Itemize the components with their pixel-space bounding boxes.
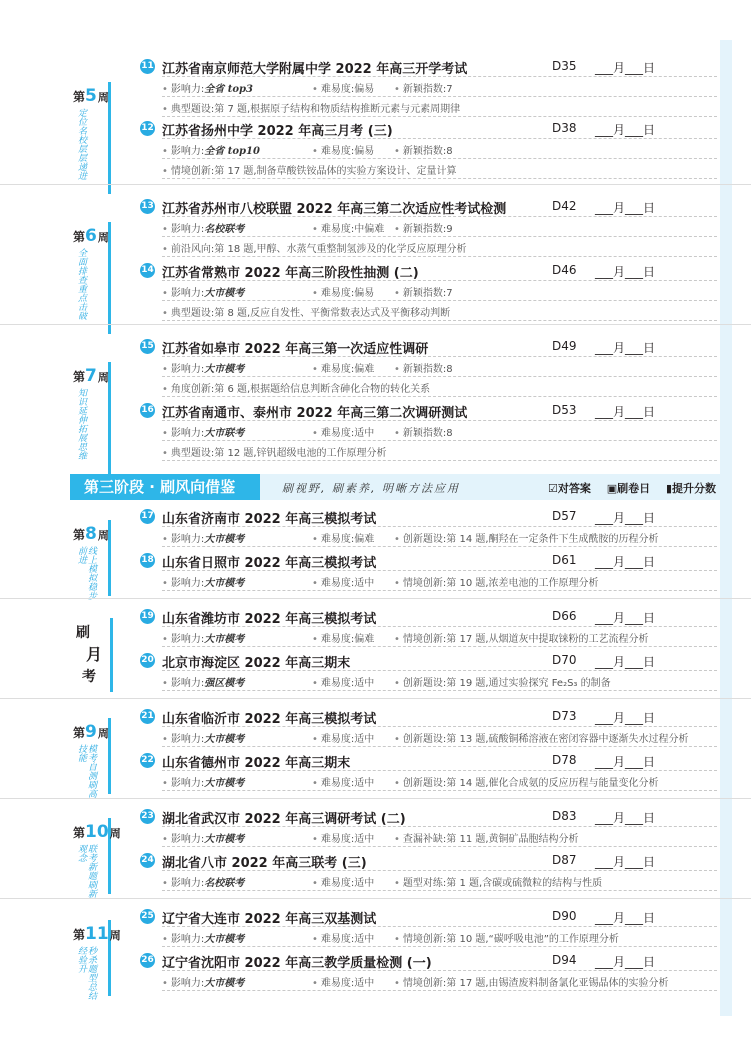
difficulty: 难易度:适中 bbox=[320, 878, 375, 889]
exam-title[interactable]: 江苏省南通市、泰州市 2022 年高三第二次调研测试 bbox=[162, 406, 468, 421]
entry-note: 创新题设:第 14 题,酮羟在一定条件下生成酰胺的历程分析 bbox=[402, 534, 659, 545]
meta-row: • 影响力:大市模考 • 难易度:适中 • 创新题设:第 14 题,催化合成氨的反应历程与能量变化分析 bbox=[162, 778, 659, 789]
page-code: D70 bbox=[552, 653, 577, 667]
entry-note: 情境创新:第 17 题,制备草酸铁铵晶体的实验方案设计、定量计算 bbox=[170, 166, 457, 177]
week-description: 知识延伸拓展思维 bbox=[76, 388, 86, 460]
divider bbox=[162, 990, 717, 991]
influence-label: 影响力: bbox=[170, 878, 205, 889]
week-description: 全面排查重点击破 bbox=[76, 248, 86, 320]
week-badge bbox=[70, 222, 111, 334]
exam-entry[interactable] bbox=[140, 58, 720, 126]
section-separator bbox=[0, 598, 751, 599]
week-prefix: 第 bbox=[73, 928, 86, 942]
week-suffix: 周 bbox=[109, 827, 121, 840]
week-suffix: 周 bbox=[97, 231, 109, 244]
week-suffix: 周 bbox=[109, 929, 121, 942]
influence-value: 大市模考 bbox=[204, 534, 245, 545]
influence-label: 影响力: bbox=[170, 678, 205, 689]
exam-title[interactable]: 江苏省如皋市 2022 年高三第一次适应性调研 bbox=[162, 342, 429, 357]
note-row: • 角度创新:第 6 题,根据题给信息判断含砷化合物的转化关系 bbox=[162, 384, 431, 395]
week-badge bbox=[70, 82, 111, 194]
meta-row: • 影响力:大市模考 • 难易度:适中 • 情境创新:第 10 题,浓差电池的工作原理分析 bbox=[162, 578, 599, 589]
week-description: 线上模拟稳步前进 bbox=[76, 546, 96, 600]
week-prefix: 第 bbox=[73, 90, 86, 104]
page-code: D35 bbox=[552, 59, 577, 73]
entry-number-badge: 19 bbox=[140, 609, 155, 624]
date-blank[interactable]: ___月___日 bbox=[595, 855, 656, 869]
date-blank[interactable]: ___月___日 bbox=[595, 201, 656, 215]
week-number: 7 bbox=[85, 366, 97, 386]
divider bbox=[162, 946, 717, 947]
exam-entry[interactable] bbox=[140, 120, 720, 188]
divider bbox=[162, 926, 717, 927]
entry-number-badge: 25 bbox=[140, 909, 155, 924]
influence-value: 大市模考 bbox=[204, 934, 245, 945]
influence-value: 大市模考 bbox=[204, 734, 245, 745]
week-prefix: 第 bbox=[73, 726, 86, 740]
influence-label: 影响力: bbox=[170, 934, 205, 945]
section-separator bbox=[0, 898, 751, 899]
exam-entry[interactable] bbox=[140, 952, 720, 1020]
entry-note: 典型题设:第 12 题,锌钒超级电池的工作原理分析 bbox=[170, 448, 387, 459]
influence-label: 影响力: bbox=[170, 364, 205, 375]
date-blank[interactable]: ___月___日 bbox=[595, 811, 656, 825]
meta-row: • 影响力:全省 top3 • 难易度:偏易 • 新颖指数:7 bbox=[162, 84, 453, 95]
exam-entry[interactable] bbox=[140, 338, 720, 406]
note-row: • 情境创新:第 17 题,制备草酸铁铵晶体的实验方案设计、定量计算 bbox=[162, 166, 457, 177]
difficulty: 难易度:偏易 bbox=[320, 146, 375, 157]
banner-links bbox=[536, 480, 716, 496]
divider bbox=[162, 420, 717, 421]
week-description: 定位名校层层递进 bbox=[76, 108, 86, 180]
entry-number-badge: 22 bbox=[140, 753, 155, 768]
entry-note: 情境创新:第 10 题,“碳呼吸电池”的工作原理分析 bbox=[402, 934, 619, 945]
meta-row: • 影响力:大市模考 • 难易度:偏难 • 情境创新:第 17 题,从烟道灰中提取铼粉的工艺流程分析 bbox=[162, 634, 649, 645]
page-code: D42 bbox=[552, 199, 577, 213]
influence-label: 影响力: bbox=[170, 84, 205, 95]
week-badge bbox=[70, 818, 121, 898]
influence-label: 影响力: bbox=[170, 146, 205, 157]
week-number: 6 bbox=[85, 226, 97, 246]
stage-banner bbox=[70, 474, 720, 500]
divider bbox=[162, 356, 717, 357]
influence-value: 大市联考 bbox=[204, 428, 245, 439]
week-badge bbox=[70, 718, 111, 798]
entry-note: 情境创新:第 10 题,浓差电池的工作原理分析 bbox=[402, 578, 599, 589]
week-prefix: 第 bbox=[73, 528, 86, 542]
week-number: 9 bbox=[85, 722, 97, 742]
divider bbox=[162, 726, 717, 727]
date-blank[interactable]: ___月___日 bbox=[595, 123, 656, 137]
influence-label: 影响力: bbox=[170, 778, 205, 789]
entry-number-badge: 15 bbox=[140, 339, 155, 354]
difficulty: 难易度:适中 bbox=[320, 978, 375, 989]
difficulty: 难易度:中偏难 bbox=[320, 224, 385, 235]
divider bbox=[162, 440, 717, 441]
meta-row: • 影响力:大市模考 • 难易度:偏易 • 新颖指数:7 bbox=[162, 288, 453, 299]
influence-value: 名校联考 bbox=[204, 878, 245, 889]
influence-value: 全省 top3 bbox=[204, 84, 254, 95]
divider bbox=[162, 770, 717, 771]
stage-title: 第三阶段 · 刷风向借鉴 bbox=[70, 474, 260, 500]
exam-title[interactable]: 辽宁省大连市 2022 年高三双基测试 bbox=[162, 912, 377, 927]
novelty: 新颖指数:8 bbox=[402, 428, 453, 439]
meta-row: • 影响力:名校联考 • 难易度:适中 • 题型对练:第 1 题,含碳或硫微粒的结构与性质 bbox=[162, 878, 603, 889]
page-code: D87 bbox=[552, 853, 577, 867]
date-blank[interactable]: ___月___日 bbox=[595, 265, 656, 279]
divider bbox=[162, 216, 717, 217]
entry-number-badge: 14 bbox=[140, 263, 155, 278]
entry-note: 创新题设:第 13 题,硫酸铜稀溶液在密闭容器中逐渐失水过程分析 bbox=[402, 734, 689, 745]
meta-row: • 影响力:大市模考 • 难易度:偏难 • 新颖指数:8 bbox=[162, 364, 453, 375]
influence-value: 全省 top10 bbox=[204, 146, 260, 157]
page-code: D83 bbox=[552, 809, 577, 823]
note-row: • 典型题设:第 7 题,根据原子结构和物质结构推断元素与元素周期律 bbox=[162, 104, 461, 115]
entry-number-badge: 13 bbox=[140, 199, 155, 214]
score-link[interactable]: ▮提升分数 bbox=[665, 482, 716, 495]
date-blank[interactable]: ___月___日 bbox=[595, 755, 656, 769]
divider bbox=[162, 690, 717, 691]
page-code: D78 bbox=[552, 753, 577, 767]
divider bbox=[162, 280, 717, 281]
section-separator bbox=[0, 184, 751, 185]
entry-note: 创新题设:第 14 题,催化合成氨的反应历程与能量变化分析 bbox=[402, 778, 659, 789]
divider bbox=[162, 236, 717, 237]
exam-title[interactable]: 江苏省南京师范大学附属中学 2022 年高三开学考试 bbox=[162, 62, 468, 77]
divider bbox=[162, 320, 717, 321]
date-blank[interactable]: ___月___日 bbox=[595, 611, 656, 625]
page-code: D57 bbox=[552, 509, 577, 523]
influence-label: 影响力: bbox=[170, 634, 205, 645]
novelty: 新颖指数:7 bbox=[402, 84, 453, 95]
divider bbox=[162, 116, 717, 117]
influence-label: 影响力: bbox=[170, 534, 205, 545]
divider bbox=[162, 178, 717, 179]
difficulty: 难易度:偏难 bbox=[320, 634, 375, 645]
novelty: 新颖指数:8 bbox=[402, 146, 453, 157]
date-blank[interactable]: ___月___日 bbox=[595, 955, 656, 969]
date-blank[interactable]: ___月___日 bbox=[595, 61, 656, 75]
page-code: D61 bbox=[552, 553, 577, 567]
divider bbox=[162, 546, 717, 547]
divider bbox=[162, 826, 717, 827]
exam-entry[interactable] bbox=[140, 402, 720, 470]
exam-title[interactable]: 山东省德州市 2022 年高三期末 bbox=[162, 756, 351, 771]
difficulty: 难易度:适中 bbox=[320, 778, 375, 789]
section-separator bbox=[0, 798, 751, 799]
meta-row: • 影响力:全省 top10 • 难易度:偏易 • 新颖指数:8 bbox=[162, 146, 453, 157]
entry-note: 情境创新:第 17 题,从烟道灰中提取铼粉的工艺流程分析 bbox=[402, 634, 649, 645]
exam-title[interactable]: 北京市海淀区 2022 年高三期末 bbox=[162, 656, 351, 671]
meta-row: • 影响力:强区模考 • 难易度:适中 • 创新题设:第 19 题,通过实验探究 Fe₂S₃ 的制备 bbox=[162, 678, 611, 689]
divider bbox=[162, 846, 717, 847]
page-code: D49 bbox=[552, 339, 577, 353]
week-number: 11 bbox=[85, 924, 109, 944]
meta-row: • 影响力:大市模考 • 难易度:适中 • 查漏补缺:第 11 题,黄铜矿晶胞结构分析 bbox=[162, 834, 579, 845]
entry-number-badge: 17 bbox=[140, 509, 155, 524]
exam-title[interactable]: 江苏省常熟市 2022 年高三阶段性抽测 (二) bbox=[162, 266, 419, 281]
divider bbox=[162, 590, 717, 591]
answer-link[interactable]: ☑对答案 bbox=[547, 482, 591, 495]
difficulty: 难易度:适中 bbox=[320, 834, 375, 845]
entry-number-badge: 16 bbox=[140, 403, 155, 418]
entry-note: 典型题设:第 8 题,反应自发性、平衡常数表达式及平衡移动判断 bbox=[170, 308, 451, 319]
week-badge bbox=[70, 920, 121, 1000]
difficulty: 难易度:适中 bbox=[320, 578, 375, 589]
entry-number-badge: 11 bbox=[140, 59, 155, 74]
influence-value: 大市模考 bbox=[204, 978, 245, 989]
exam-title[interactable]: 山东省日照市 2022 年高三模拟考试 bbox=[162, 556, 377, 571]
exam-entry[interactable] bbox=[140, 262, 720, 330]
influence-label: 影响力: bbox=[170, 428, 205, 439]
meta-row: • 影响力:大市模考 • 难易度:偏难 • 创新题设:第 14 题,酮羟在一定条件下生成酰胺的历程分析 bbox=[162, 534, 659, 545]
divider bbox=[162, 256, 717, 257]
entry-note: 典型题设:第 7 题,根据原子结构和物质结构推断元素与元素周期律 bbox=[170, 104, 461, 115]
section-separator bbox=[0, 698, 751, 699]
influence-label: 影响力: bbox=[170, 834, 205, 845]
note-row: • 典型题设:第 12 题,锌钒超级电池的工作原理分析 bbox=[162, 448, 387, 459]
divider bbox=[162, 460, 717, 461]
influence-value: 名校联考 bbox=[204, 224, 245, 235]
influence-label: 影响力: bbox=[170, 288, 205, 299]
entry-number-badge: 21 bbox=[140, 709, 155, 724]
divider bbox=[162, 138, 717, 139]
divider bbox=[162, 96, 717, 97]
week-suffix: 周 bbox=[97, 529, 109, 542]
divider bbox=[162, 300, 717, 301]
divider bbox=[162, 890, 717, 891]
exam-title[interactable]: 辽宁省沈阳市 2022 年高三教学质量检测 (一) bbox=[162, 956, 432, 971]
exam-title[interactable]: 湖北省武汉市 2022 年高三调研考试 (二) bbox=[162, 812, 406, 827]
meta-row: • 影响力:大市模考 • 难易度:适中 • 创新题设:第 13 题,硫酸铜稀溶液在密闭容器中逐渐失水过程分析 bbox=[162, 734, 689, 745]
entry-note: 情境创新:第 17 题,由锡渣废料制备氯化亚锡晶体的实验分析 bbox=[402, 978, 669, 989]
difficulty: 难易度:适中 bbox=[320, 428, 375, 439]
date-blank[interactable]: ___月___日 bbox=[595, 511, 656, 525]
meta-row: • 影响力:大市联考 • 难易度:适中 • 新颖指数:8 bbox=[162, 428, 453, 439]
novelty: 新颖指数:9 bbox=[402, 224, 453, 235]
page-code: D53 bbox=[552, 403, 577, 417]
influence-label: 影响力: bbox=[170, 578, 205, 589]
entry-note: 查漏补缺:第 11 题,黄铜矿晶胞结构分析 bbox=[402, 834, 579, 845]
entry-note: 前沿风向:第 18 题,甲醇、水蒸气重整制氢涉及的化学反应原理分析 bbox=[170, 244, 467, 255]
divider bbox=[162, 646, 717, 647]
divider bbox=[162, 158, 717, 159]
influence-value: 强区模考 bbox=[204, 678, 245, 689]
influence-value: 大市模考 bbox=[204, 634, 245, 645]
week-description: 模考自测刷高技能 bbox=[76, 744, 96, 798]
week-suffix: 周 bbox=[97, 727, 109, 740]
influence-label: 影响力: bbox=[170, 224, 205, 235]
difficulty: 难易度:适中 bbox=[320, 678, 375, 689]
date-blank[interactable]: ___月___日 bbox=[595, 911, 656, 925]
entry-number-badge: 26 bbox=[140, 953, 155, 968]
schedule-link[interactable]: ▣刷卷日 bbox=[606, 482, 651, 495]
week-suffix: 周 bbox=[97, 371, 109, 384]
influence-value: 大市模考 bbox=[204, 778, 245, 789]
influence-label: 影响力: bbox=[170, 734, 205, 745]
page-code: D66 bbox=[552, 609, 577, 623]
difficulty: 难易度:适中 bbox=[320, 734, 375, 745]
week-number: 10 bbox=[85, 822, 109, 842]
divider bbox=[162, 570, 717, 571]
week-description: 秒杀题型总结经验升 bbox=[76, 946, 96, 1000]
date-blank[interactable]: ___月___日 bbox=[595, 405, 656, 419]
week-number: 8 bbox=[85, 524, 97, 544]
novelty: 新颖指数:7 bbox=[402, 288, 453, 299]
influence-value: 大市模考 bbox=[204, 834, 245, 845]
page-code: D90 bbox=[552, 909, 577, 923]
difficulty: 难易度:偏易 bbox=[320, 84, 375, 95]
week-description: 联考新题刷新观念 bbox=[76, 844, 96, 898]
difficulty: 难易度:偏难 bbox=[320, 364, 375, 375]
entry-number-badge: 20 bbox=[140, 653, 155, 668]
exam-title[interactable]: 山东省潍坊市 2022 年高三模拟考试 bbox=[162, 612, 377, 627]
difficulty: 难易度:偏易 bbox=[320, 288, 375, 299]
exam-title[interactable]: 江苏省扬州中学 2022 年高三月考 (三) bbox=[162, 124, 393, 139]
influence-value: 大市模考 bbox=[204, 364, 245, 375]
meta-row: • 影响力:大市模考 • 难易度:适中 • 情境创新:第 17 题,由锡渣废料制备氯化亚锡晶体的实验分析 bbox=[162, 978, 669, 989]
meta-row: • 影响力:大市模考 • 难易度:适中 • 情境创新:第 10 题,“碳呼吸电池”的工作原理分析 bbox=[162, 934, 619, 945]
divider bbox=[162, 970, 717, 971]
page-code: D94 bbox=[552, 953, 577, 967]
divider bbox=[162, 670, 717, 671]
exam-title[interactable]: 山东省临沂市 2022 年高三模拟考试 bbox=[162, 712, 377, 727]
week-badge bbox=[70, 520, 111, 600]
entry-note: 角度创新:第 6 题,根据题给信息判断含砷化合物的转化关系 bbox=[170, 384, 431, 395]
date-blank[interactable]: ___月___日 bbox=[595, 555, 656, 569]
entry-note: 题型对练:第 1 题,含碳或硫微粒的结构与性质 bbox=[402, 878, 603, 889]
exam-entry[interactable] bbox=[140, 198, 720, 266]
divider bbox=[162, 870, 717, 871]
novelty: 新颖指数:8 bbox=[402, 364, 453, 375]
page-code: D38 bbox=[552, 121, 577, 135]
monthly-char-2: 月 bbox=[86, 645, 103, 664]
divider bbox=[162, 626, 717, 627]
entry-number-badge: 24 bbox=[140, 853, 155, 868]
week-badge bbox=[70, 362, 111, 474]
exam-title[interactable]: 江苏省苏州市八校联盟 2022 年高三第二次适应性考试检测 bbox=[162, 202, 507, 217]
meta-row: • 影响力:名校联考 • 难易度:中偏难 • 新颖指数:9 bbox=[162, 224, 453, 235]
entry-number-badge: 18 bbox=[140, 553, 155, 568]
divider bbox=[162, 376, 717, 377]
monthly-exam-badge bbox=[70, 618, 113, 692]
note-row: • 典型题设:第 8 题,反应自发性、平衡常数表达式及平衡移动判断 bbox=[162, 308, 451, 319]
divider bbox=[162, 396, 717, 397]
entry-number-badge: 12 bbox=[140, 121, 155, 136]
page-code: D73 bbox=[552, 709, 577, 723]
section-separator bbox=[0, 324, 751, 325]
influence-label: 影响力: bbox=[170, 978, 205, 989]
entry-note: 创新题设:第 19 题,通过实验探究 Fe₂S₃ 的制备 bbox=[402, 678, 611, 689]
week-prefix: 第 bbox=[73, 370, 86, 384]
stage-slogan: 刷视野, 刷素养, 明晰方法应用 bbox=[282, 482, 460, 495]
influence-value: 大市模考 bbox=[204, 578, 245, 589]
page-code: D46 bbox=[552, 263, 577, 277]
week-suffix: 周 bbox=[97, 91, 109, 104]
divider bbox=[162, 76, 717, 77]
monthly-char-3: 考 bbox=[82, 669, 96, 685]
exam-title[interactable]: 山东省济南市 2022 年高三模拟考试 bbox=[162, 512, 377, 527]
divider bbox=[162, 526, 717, 527]
influence-value: 大市模考 bbox=[204, 288, 245, 299]
right-decorative-strip bbox=[720, 40, 732, 1016]
date-blank[interactable]: ___月___日 bbox=[595, 655, 656, 669]
date-blank[interactable]: ___月___日 bbox=[595, 341, 656, 355]
entry-number-badge: 23 bbox=[140, 809, 155, 824]
week-number: 5 bbox=[85, 86, 97, 106]
week-prefix: 第 bbox=[73, 826, 86, 840]
divider bbox=[162, 746, 717, 747]
week-prefix: 第 bbox=[73, 230, 86, 244]
difficulty: 难易度:适中 bbox=[320, 934, 375, 945]
divider bbox=[162, 790, 717, 791]
note-row: • 前沿风向:第 18 题,甲醇、水蒸气重整制氢涉及的化学反应原理分析 bbox=[162, 244, 467, 255]
monthly-char-1: 刷 bbox=[76, 625, 90, 641]
date-blank[interactable]: ___月___日 bbox=[595, 711, 656, 725]
exam-title[interactable]: 湖北省八市 2022 年高三联考 (三) bbox=[162, 856, 367, 871]
difficulty: 难易度:偏难 bbox=[320, 534, 375, 545]
